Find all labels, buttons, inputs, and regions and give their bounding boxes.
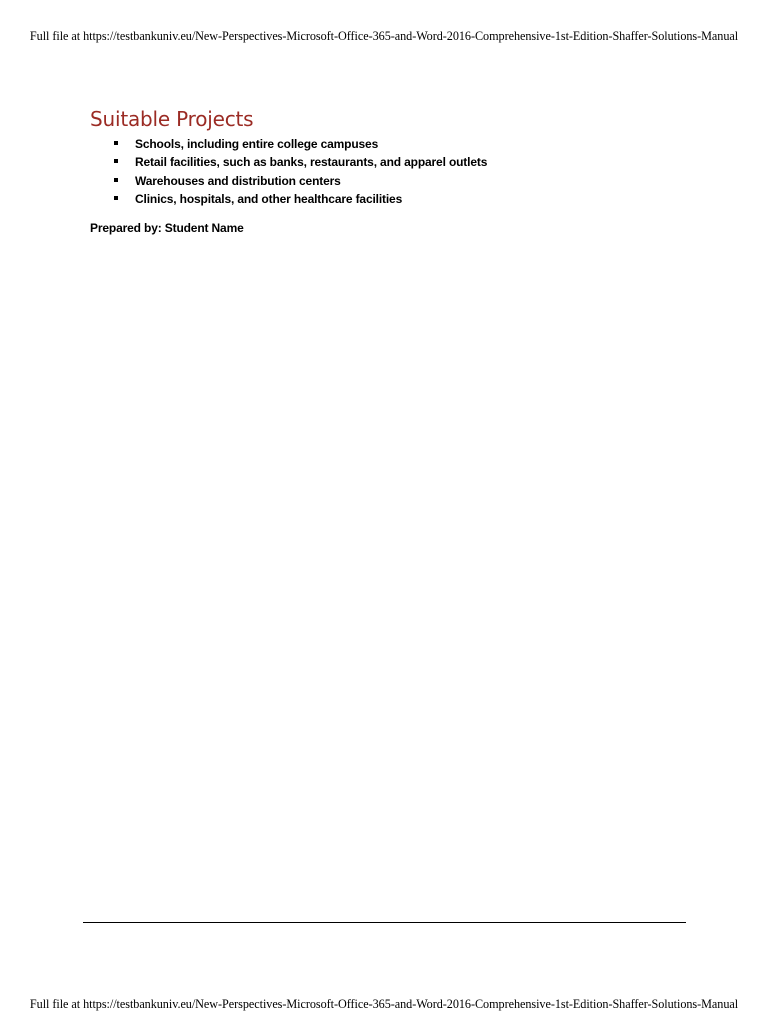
section-heading: Suitable Projects — [90, 107, 254, 131]
list-item — [112, 155, 487, 173]
square-bullet-icon — [114, 178, 118, 182]
square-bullet-icon — [114, 196, 118, 200]
list-item — [112, 137, 487, 155]
list-item-text: Retail facilities, such as banks, restaurants, and apparel outlets — [135, 155, 488, 170]
list-item — [112, 192, 487, 210]
project-list — [112, 137, 487, 210]
footer-divider — [83, 922, 686, 923]
prepared-by-line: Prepared by: Student Name — [90, 221, 244, 235]
bottom-banner-text: Full file at https://testbankuniv.eu/New-Perspectives-Microsoft-Office-365-and-Word-2016-Comprehensive-1st-Edition-Shaffer-Solutions-Manual — [29, 997, 739, 1011]
square-bullet-icon — [114, 141, 118, 145]
list-item-text: Clinics, hospitals, and other healthcare facilities — [135, 191, 403, 206]
list-item — [112, 174, 487, 192]
square-bullet-icon — [114, 159, 118, 163]
list-item-text: Warehouses and distribution centers — [135, 173, 341, 188]
list-item-text: Schools, including entire college campuses — [135, 137, 379, 151]
top-banner-text: Full file at https://testbankuniv.eu/New-Perspectives-Microsoft-Office-365-and-Word-2016-Comprehensive-1st-Edition-Shaffer-Solutions-Manual — [29, 29, 739, 43]
